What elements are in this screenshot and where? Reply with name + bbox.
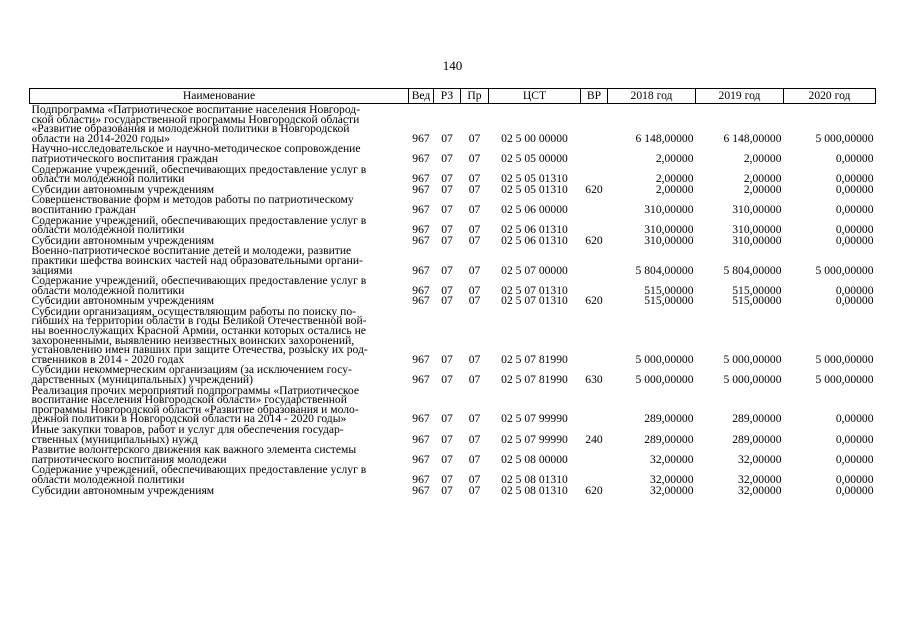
row-name: Военно-патриотическое воспитание детей и молодежи, развитие практики шефства воинских частей над образовательными органи- зациями <box>31 244 363 277</box>
row-cst: 02 5 07 99990 <box>501 412 568 426</box>
row-cst: 02 5 05 00000 <box>501 151 568 165</box>
table-row <box>30 194 876 214</box>
table-row <box>30 143 876 163</box>
row-vr: 620 <box>585 233 603 247</box>
row-ved: 967 <box>412 373 430 387</box>
row-2018: 289,00000 <box>644 432 694 446</box>
row-cst: 02 5 05 01310 <box>501 182 568 196</box>
row-name: Содержание учреждений, обеспечивающих предоставление услуг в области молодежной политики <box>31 213 367 237</box>
table-row <box>30 104 876 144</box>
row-2018: 289,00000 <box>644 412 694 426</box>
row-cst: 02 5 06 01310 <box>501 233 568 247</box>
row-2019: 5 000,00000 <box>723 373 782 387</box>
row-cst: 02 5 08 01310 <box>501 483 568 497</box>
row-rz: 07 <box>441 432 453 446</box>
header-ved: Вед <box>409 89 434 104</box>
row-2018: 515,00000 <box>644 294 694 308</box>
row-cst: 02 5 08 00000 <box>501 452 568 466</box>
row-2018: 32,00000 <box>650 472 694 486</box>
row-vr: 620 <box>585 483 603 497</box>
row-2020: 0,00000 <box>835 472 874 486</box>
row-cst: 02 5 05 01310 <box>501 172 568 186</box>
row-2018: 515,00000 <box>644 283 694 297</box>
row-2018: 2,00000 <box>655 182 694 196</box>
row-pr: 07 <box>468 223 481 237</box>
table-row <box>30 306 876 365</box>
row-pr: 07 <box>468 352 481 366</box>
table-row <box>30 385 876 424</box>
row-cst: 02 5 07 81990 <box>501 352 568 366</box>
row-ved: 967 <box>412 182 430 196</box>
table-row <box>30 464 876 484</box>
row-2019: 310,00000 <box>732 233 782 247</box>
row-2020: 5 000,00000 <box>815 131 874 145</box>
row-pr: 07 <box>468 483 481 497</box>
row-2020: 0,00000 <box>835 294 874 308</box>
row-2020: 0,00000 <box>835 432 874 446</box>
table-row <box>30 424 876 444</box>
row-ved: 967 <box>412 263 430 277</box>
row-2019: 289,00000 <box>732 432 782 446</box>
row-ved: 967 <box>412 202 430 216</box>
row-2019: 515,00000 <box>732 283 782 297</box>
row-2020: 0,00000 <box>835 483 874 497</box>
row-pr: 07 <box>468 182 481 196</box>
row-cst: 02 5 08 01310 <box>501 472 568 486</box>
row-2018: 310,00000 <box>644 202 694 216</box>
header-2019: 2019 год <box>696 89 784 104</box>
row-rz: 07 <box>441 412 453 426</box>
row-name: Развитие волонтерского движения как важного элемента системы патриотического воспитания молодежи <box>31 443 357 466</box>
row-pr: 07 <box>468 233 481 247</box>
row-cst: 02 5 06 00000 <box>501 202 568 216</box>
row-vr <box>581 164 608 184</box>
row-2018: 310,00000 <box>644 223 694 237</box>
row-2019: 2,00000 <box>743 182 782 196</box>
row-2019: 32,00000 <box>738 472 782 486</box>
row-rz: 07 <box>441 182 453 196</box>
row-ved: 967 <box>412 432 430 446</box>
table-row <box>30 364 876 384</box>
row-name: Содержание учреждений, обеспечивающих предоставление услуг в области молодежной политики <box>31 463 367 486</box>
row-vr <box>581 444 608 464</box>
table-header-row <box>30 89 876 104</box>
row-2019: 310,00000 <box>732 223 782 237</box>
row-ved: 967 <box>412 172 430 186</box>
row-2018: 310,00000 <box>644 233 694 247</box>
row-2018: 2,00000 <box>655 151 694 165</box>
row-pr: 07 <box>468 151 481 165</box>
row-name: Субсидии организациям, осуществляющим работы по поиску по- гибших на территории области в годы Великой Отечественной вой- ны военнослужащих Красной Армии, останки которых остались не захороненными, выявлению неизвестных воинских захоронений, установлению имен павших при защите Отечества, розыску их род- ственников в 2014 - 2020 годах <box>31 304 368 366</box>
row-2020: 0,00000 <box>835 233 874 247</box>
row-vr <box>581 275 608 295</box>
row-name: Совершенствование форм и методов работы по патриотическому воспитанию граждан <box>31 193 354 216</box>
row-rz: 07 <box>441 223 453 237</box>
row-2020: 0,00000 <box>835 151 874 165</box>
table-row <box>30 275 876 295</box>
row-pr: 07 <box>468 263 481 277</box>
row-2019: 2,00000 <box>743 172 782 186</box>
row-cst: 02 5 07 01310 <box>501 283 568 297</box>
row-vr <box>581 464 608 484</box>
row-pr: 07 <box>468 412 481 426</box>
row-rz: 07 <box>441 283 453 297</box>
row-ved: 967 <box>412 151 430 165</box>
row-2020: 0,00000 <box>835 223 874 237</box>
row-2019: 32,00000 <box>738 483 782 497</box>
row-2020: 0,00000 <box>835 412 874 426</box>
row-rz: 07 <box>441 233 453 247</box>
row-rz: 07 <box>441 452 453 466</box>
row-pr: 07 <box>468 294 481 308</box>
row-2019: 6 148,00000 <box>723 131 782 145</box>
row-rz: 07 <box>441 483 453 497</box>
row-vr: 630 <box>585 373 603 387</box>
row-pr: 07 <box>468 283 481 297</box>
row-rz: 07 <box>441 263 453 277</box>
row-cst: 02 5 07 01310 <box>501 294 568 308</box>
row-name: Субсидии автономным учреждениям <box>31 233 215 247</box>
row-ved: 967 <box>412 294 430 308</box>
row-2019: 310,00000 <box>732 202 782 216</box>
row-rz: 07 <box>441 202 453 216</box>
row-2020: 5 000,00000 <box>815 352 874 366</box>
row-vr <box>581 306 608 365</box>
row-name: Подпрограмма «Патриотическое воспитание населения Новгород- ской области» государственной программы Новгородской области «Развитие образования и молодежной политики в Новгородской области на 2014-2020 годы» <box>31 103 361 145</box>
row-ved: 967 <box>412 472 430 486</box>
row-ved: 967 <box>412 223 430 237</box>
row-name: Субсидии автономным учреждениям <box>31 483 215 497</box>
row-2019: 32,00000 <box>738 452 782 466</box>
row-vr <box>581 385 608 424</box>
row-2018: 5 000,00000 <box>635 352 694 366</box>
table-row <box>30 245 876 275</box>
row-ved: 967 <box>412 233 430 247</box>
row-vr: 620 <box>585 182 603 196</box>
row-vr: 240 <box>585 432 603 446</box>
row-ved: 967 <box>412 483 430 497</box>
table-row <box>30 485 876 496</box>
header-vr: ВР <box>581 89 608 104</box>
row-name: Субсидии автономным учреждениям <box>31 294 215 308</box>
row-rz: 07 <box>441 373 453 387</box>
row-name: Научно-исследовательское и научно-методическое сопровождение патриотического воспитания граждан <box>31 142 361 165</box>
row-2018: 5 000,00000 <box>635 373 694 387</box>
row-2020: 5 000,00000 <box>815 373 874 387</box>
row-rz: 07 <box>441 472 453 486</box>
row-pr: 07 <box>468 172 481 186</box>
row-name: Иные закупки товаров, работ и услуг для обеспечения государ- ственных (муниципальных) нужд <box>31 423 344 446</box>
row-ved: 967 <box>412 412 430 426</box>
row-name: Субсидии некоммерческим организациям (за исключением госу- дарственных (муниципальных) учреждений) <box>31 363 352 387</box>
header-2020: 2020 год <box>784 89 876 104</box>
row-vr: 620 <box>585 294 603 308</box>
row-vr <box>581 104 608 144</box>
header-rz: РЗ <box>434 89 461 104</box>
row-rz: 07 <box>441 172 453 186</box>
row-2020: 0,00000 <box>835 182 874 196</box>
row-pr: 07 <box>468 472 481 486</box>
row-2019: 289,00000 <box>732 412 782 426</box>
row-vr <box>581 215 608 235</box>
row-2018: 6 148,00000 <box>635 131 694 145</box>
table-row <box>30 444 876 464</box>
page-number: 140 <box>442 58 463 73</box>
row-2020: 0,00000 <box>835 452 874 466</box>
row-ved: 967 <box>412 283 430 297</box>
header-pr: Пр <box>461 89 489 104</box>
row-cst: 02 5 07 81990 <box>501 373 568 387</box>
budget-table <box>29 88 876 495</box>
row-2020: 0,00000 <box>835 202 874 216</box>
row-pr: 07 <box>468 452 481 466</box>
row-2019: 5 000,00000 <box>723 352 782 366</box>
row-rz: 07 <box>441 352 453 366</box>
row-2018: 5 804,00000 <box>635 263 694 277</box>
row-vr <box>581 143 608 163</box>
row-rz: 07 <box>441 151 453 165</box>
row-pr: 07 <box>468 202 481 216</box>
row-cst: 02 5 00 00000 <box>501 131 568 145</box>
row-2020: 5 000,00000 <box>815 263 874 277</box>
row-pr: 07 <box>468 432 481 446</box>
row-pr: 07 <box>468 373 481 387</box>
row-vr <box>581 245 608 275</box>
row-2018: 2,00000 <box>655 172 694 186</box>
row-vr <box>581 194 608 214</box>
row-name: Субсидии автономным учреждениям <box>31 182 215 196</box>
row-2018: 32,00000 <box>650 452 694 466</box>
header-cst: ЦСТ <box>489 89 581 104</box>
row-ved: 967 <box>412 131 430 145</box>
row-2020: 0,00000 <box>835 172 874 186</box>
row-name: Реализация прочих мероприятий подпрограммы «Патриотическое воспитание населения Новгородской области» государственной программы Новгородской области «Развитие образования и моло- дежной политики в Новгородской области на 2014 - 2020 годы» <box>31 383 360 426</box>
row-rz: 07 <box>441 294 453 308</box>
row-cst: 02 5 07 99990 <box>501 432 568 446</box>
row-cst: 02 5 07 00000 <box>501 263 568 277</box>
header-2018: 2018 год <box>608 89 696 104</box>
row-2020: 0,00000 <box>835 283 874 297</box>
row-2018: 32,00000 <box>650 483 694 497</box>
row-rz: 07 <box>441 131 453 145</box>
table-row <box>30 164 876 184</box>
row-name: Содержание учреждений, обеспечивающих предоставление услуг в области молодежной политики <box>31 274 367 297</box>
header-name: Наименование <box>30 89 409 104</box>
table-row <box>30 215 876 235</box>
row-cst: 02 5 06 01310 <box>501 223 568 237</box>
row-name: Содержание учреждений, обеспечивающих предоставление услуг в области молодежной политики <box>31 162 367 186</box>
row-pr: 07 <box>468 131 481 145</box>
row-ved: 967 <box>412 352 430 366</box>
row-2019: 515,00000 <box>732 294 782 308</box>
row-2019: 5 804,00000 <box>723 263 782 277</box>
row-2019: 2,00000 <box>743 151 782 165</box>
row-ved: 967 <box>412 452 430 466</box>
